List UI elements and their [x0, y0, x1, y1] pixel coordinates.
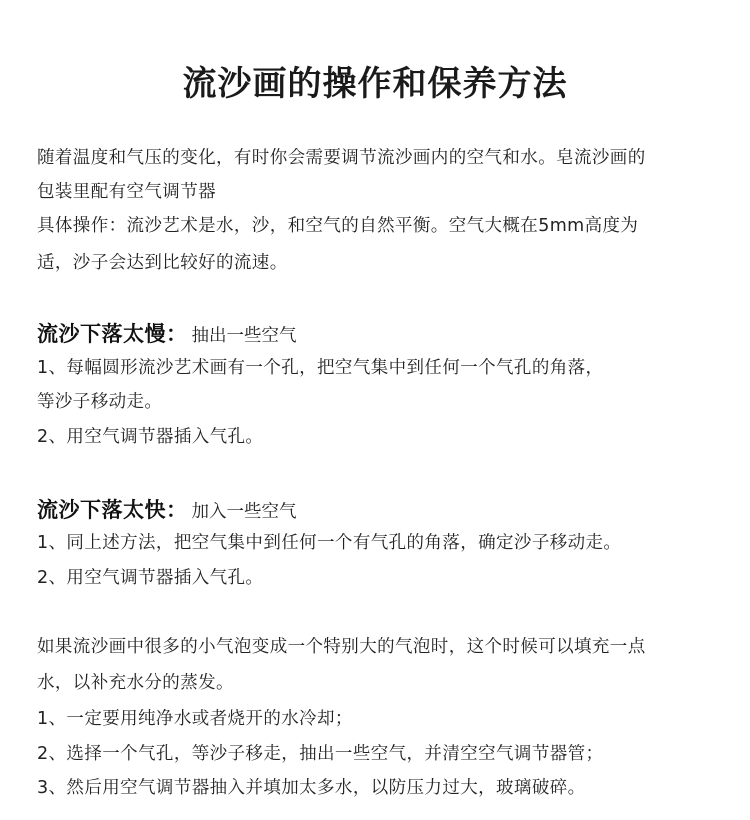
intro-line-2: 包装里配有空气调节器 — [37, 182, 216, 202]
bubble-line: 如果流沙画中很多的小气泡变成一个特别大的气泡时，这个时候可以填充一点 — [37, 637, 646, 657]
step-line: 1、一定要用纯净水或者烧开的水冷却； — [37, 709, 353, 729]
step-line: 2、选择一个气孔，等沙子移走，抽出一些空气，并清空空气调节器管； — [37, 744, 604, 764]
heading-title: 流沙下落太快： — [37, 498, 188, 522]
section-heading — [37, 320, 297, 350]
step-line: 1、每幅圆形流沙艺术画有一个孔，把空气集中到任何一个气孔的角落， — [37, 358, 604, 378]
step-line: 1、同上述方法，把空气集中到任何一个有气孔的角落，确定沙子移动走。 — [37, 533, 622, 553]
bubble-line: 水，以补充水分的蒸发。 — [37, 673, 234, 693]
intro-line-1: 随着温度和气压的变化，有时你会需要调节流沙画内的空气和水。皂流沙画的 — [37, 148, 646, 168]
intro-line-3: 具体操作：流沙艺术是水，沙，和空气的自然平衡。空气大概在5mm高度为 — [37, 216, 639, 236]
step-line: 等沙子移动走。 — [37, 392, 163, 412]
step-line: 2、用空气调节器插入气孔。 — [37, 568, 264, 588]
heading-title: 流沙下落太慢： — [37, 322, 188, 346]
step-line: 2、用空气调节器插入气孔。 — [37, 427, 264, 447]
heading-subtitle: 加入一些空气 — [191, 502, 297, 522]
section-heading — [37, 496, 297, 526]
page-title: 流沙画的操作和保养方法 — [182, 64, 568, 104]
heading-subtitle: 抽出一些空气 — [191, 326, 297, 346]
step-line: 3、然后用空气调节器抽入并填加太多水，以防压力过大，玻璃破碎。 — [37, 778, 586, 798]
intro-line-4: 适，沙子会达到比较好的流速。 — [37, 253, 288, 273]
